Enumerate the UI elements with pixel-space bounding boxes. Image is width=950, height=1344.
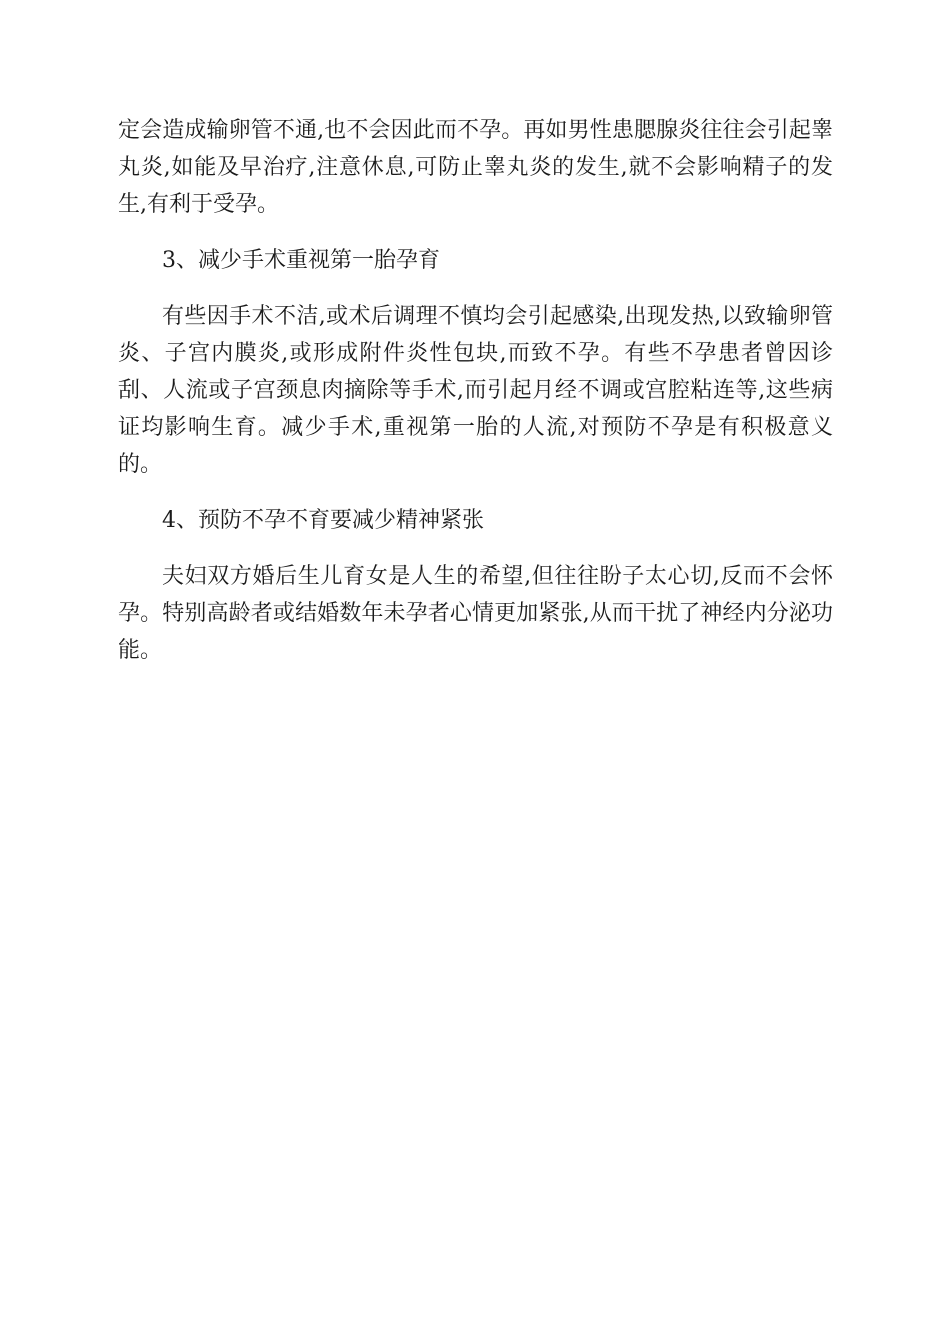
section-heading-3: 3、减少手术重视第一胎孕育 [162, 248, 440, 273]
paragraph-stress: 夫妇双方婚后生儿育女是人生的希望,但往往盼子太心切,反而不会怀孕。特别高龄者或结婚数年未孕者心情更加紧张,从而干扰了神经内分泌功能。 [118, 564, 833, 663]
document-page [118, 112, 833, 688]
paragraph-surgery: 有些因手术不洁,或术后调理不慎均会引起感染,出现发热,以致输卵管炎、子宫内膜炎,或形成附件炎性包块,而致不孕。有些不孕患者曾因诊刮、人流或子宫颈息肉摘除等手术,而引起月经不调或宫腔粘连等,这些病证均影响生育。减少手术,重视第一胎的人流,对预防不孕是有积极意义的。 [118, 304, 833, 477]
paragraph-continuation: 定会造成输卵管不通,也不会因此而不孕。再如男性患腮腺炎往往会引起睾丸炎,如能及早治疗,注意休息,可防止睾丸炎的发生,就不会影响精子的发生,有利于受孕。 [118, 118, 833, 217]
section-heading-4: 4、预防不孕不育要减少精神紧张 [162, 508, 484, 533]
